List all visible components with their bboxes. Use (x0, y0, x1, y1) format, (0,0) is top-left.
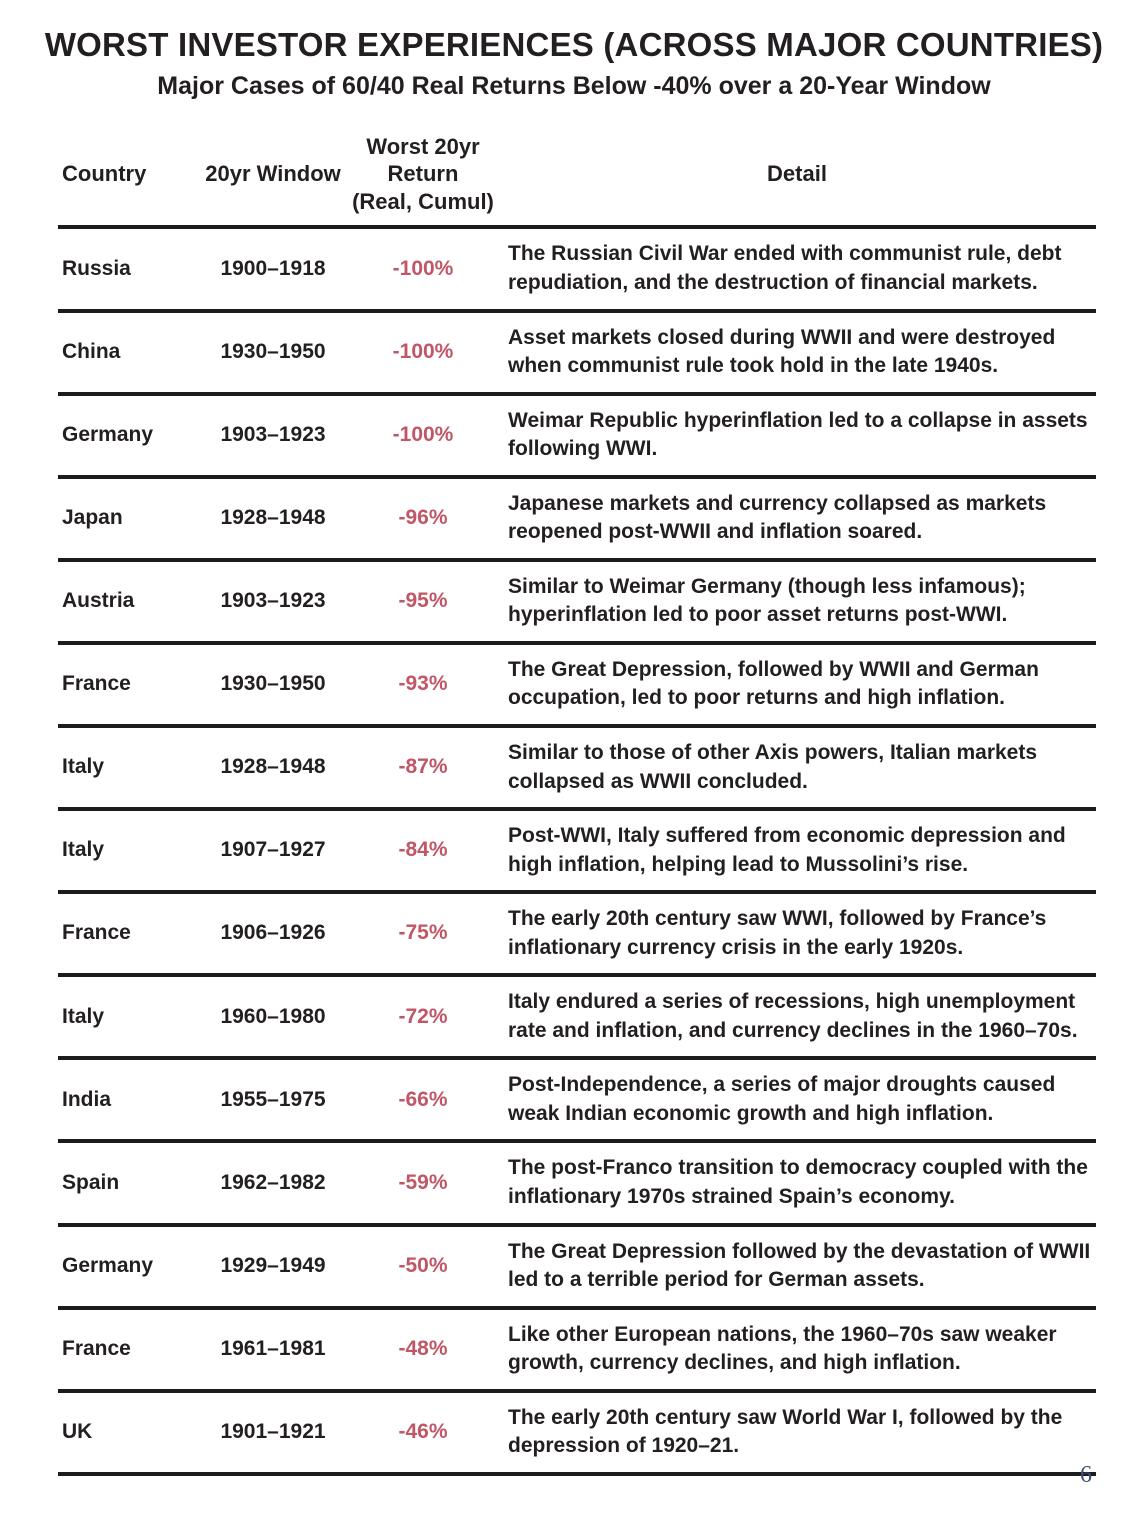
cell-worst-return: -96% (398, 505, 448, 529)
cell-window: 1907–1927 (220, 838, 326, 862)
cell-country: India (62, 1087, 112, 1111)
cell-window: 1900–1918 (220, 256, 326, 280)
cell-country: Russia (62, 256, 131, 280)
cell-window: 1930–1950 (220, 672, 326, 696)
cell-window: 1930–1950 (220, 339, 326, 363)
cell-detail: Similar to Weimar Germany (though less infamous); hyperinflation led to poor asset returns post-WWI. (508, 574, 1026, 627)
page-title: WORST INVESTOR EXPERIENCES (ACROSS MAJOR COUNTRIES) (44, 26, 1104, 63)
table-row (58, 1056, 1096, 1139)
cell-country: Japan (62, 505, 123, 529)
cell-window: 1906–1926 (220, 921, 326, 945)
cell-detail: Post-WWI, Italy suffered from economic depression and high inflation, helping lead to Mussolini’s rise. (508, 824, 1066, 876)
cell-worst-return: -100% (392, 422, 454, 446)
header-window: 20yr Window (205, 161, 341, 187)
cell-window: 1962–1982 (220, 1170, 326, 1194)
cell-detail: Post-Independence, a series of major droughts caused weak Indian economic growth and high inflation. (508, 1073, 1056, 1125)
cell-country: Italy (62, 838, 105, 862)
table-row (58, 392, 1096, 475)
table-row (58, 641, 1096, 724)
table-row (58, 1306, 1096, 1389)
table-row (58, 475, 1096, 558)
cell-worst-return: -95% (398, 589, 448, 613)
cell-detail: The Great Depression, followed by WWII and German occupation, led to poor returns and high inflation. (508, 657, 1039, 710)
cell-detail: The Russian Civil War ended with communist rule, debt repudiation, and the destruction of financial markets. (508, 242, 1062, 294)
cell-worst-return: -87% (398, 755, 448, 779)
cell-country: UK (62, 1420, 93, 1444)
header-country: Country (62, 161, 147, 187)
cell-country: Italy (62, 755, 105, 779)
header-worst-return (348, 133, 498, 216)
cell-detail: Japanese markets and currency collapsed as markets reopened post-WWII and inflation soared. (508, 491, 1047, 544)
header-detail: Detail (767, 161, 827, 187)
page-subtitle: Major Cases of 60/40 Real Returns Below -40% over a 20-Year Window (157, 71, 991, 100)
cell-detail: Italy endured a series of recessions, high unemployment rate and inflation, and currency declines in the 1960–70s. (508, 990, 1078, 1042)
cell-worst-return: -100% (392, 256, 454, 280)
cell-country: France (62, 1336, 131, 1360)
returns-table (58, 127, 1096, 1476)
table-row (58, 890, 1096, 973)
cell-window: 1961–1981 (220, 1336, 326, 1360)
table-row (58, 225, 1096, 308)
cell-worst-return: -50% (398, 1253, 448, 1277)
cell-window: 1955–1975 (220, 1087, 326, 1111)
cell-detail: Similar to those of other Axis powers, Italian markets collapsed as WWII concluded. (508, 741, 1038, 793)
cell-worst-return: -48% (398, 1336, 448, 1360)
table-row (58, 1223, 1096, 1306)
cell-window: 1903–1923 (220, 422, 326, 446)
cell-worst-return: -75% (398, 921, 448, 945)
cell-window: 1903–1923 (220, 589, 326, 613)
cell-worst-return: -84% (398, 838, 448, 862)
cell-detail: Weimar Republic hyperinflation led to a collapse in assets following WWI. (508, 408, 1088, 461)
cell-window: 1928–1948 (220, 755, 326, 779)
table-row (58, 1389, 1096, 1472)
cell-detail: The post-Franco transition to democracy coupled with the inflationary 1970s strained Spain’s economy. (508, 1156, 1088, 1209)
cell-window: 1960–1980 (220, 1004, 326, 1028)
cell-window: 1901–1921 (220, 1420, 326, 1444)
cell-detail: The early 20th century saw World War I, followed by the depression of 1920–21. (508, 1405, 1063, 1458)
cell-detail: The early 20th century saw WWI, followed by France’s inflationary currency crisis in the early 1920s. (508, 907, 1047, 959)
cell-country: China (62, 339, 121, 363)
cell-country: Italy (62, 1004, 105, 1028)
cell-detail: The Great Depression followed by the devastation of WWII led to a terrible period for German assets. (508, 1239, 1091, 1292)
cell-worst-return: -93% (398, 672, 448, 696)
table-row (58, 1139, 1096, 1222)
cell-detail: Like other European nations, the 1960–70s saw weaker growth, currency declines, and high inflation. (508, 1322, 1057, 1375)
table-body (58, 225, 1096, 1475)
table-row (58, 973, 1096, 1056)
header-worst-return-line3: (Real, Cumul) (352, 188, 494, 214)
cell-country: France (62, 672, 131, 696)
header-worst-return-line2: Return (387, 161, 459, 187)
cell-detail: Asset markets closed during WWII and were destroyed when communist rule took hold in the late 1940s. (508, 325, 1056, 378)
cell-country: Germany (62, 1253, 154, 1277)
page-number: 6 (1080, 1462, 1092, 1488)
cell-country: Spain (62, 1170, 120, 1194)
table-row (58, 724, 1096, 807)
table-header-row (58, 127, 1096, 226)
cell-worst-return: -59% (398, 1170, 448, 1194)
cell-window: 1928–1948 (220, 505, 326, 529)
cell-country: Austria (62, 589, 135, 613)
table-row (58, 807, 1096, 890)
table-row (58, 309, 1096, 392)
table-row (58, 558, 1096, 641)
page-header (0, 26, 1148, 101)
cell-window: 1929–1949 (220, 1253, 326, 1277)
cell-country: France (62, 921, 131, 945)
cell-country: Germany (62, 422, 154, 446)
header-worst-return-line1: Worst 20yr (366, 133, 480, 159)
cell-worst-return: -66% (398, 1087, 448, 1111)
cell-worst-return: -46% (398, 1420, 448, 1444)
cell-worst-return: -72% (398, 1004, 448, 1028)
cell-worst-return: -100% (392, 339, 454, 363)
